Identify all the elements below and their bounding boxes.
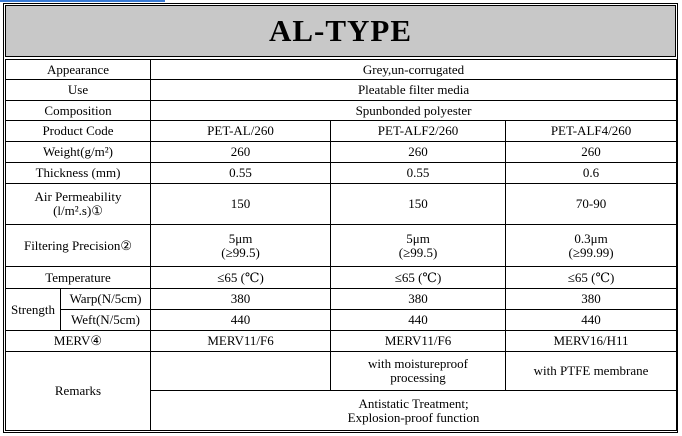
- remarks-cell: [151, 352, 331, 391]
- merv-cell: MERV11/F6: [151, 331, 331, 352]
- spec-table: [5, 59, 677, 431]
- weight-cell: 260: [151, 142, 331, 163]
- product-code-cell: PET-AL/260: [151, 121, 331, 142]
- table-row-use: [6, 80, 677, 101]
- temperature-cell: ≤65 (℃): [151, 267, 331, 289]
- air-permeability-cell: 150: [331, 184, 506, 225]
- air-permeability-label-line2: (l/m².s)①: [53, 203, 103, 218]
- table-row-thickness: [6, 163, 677, 184]
- temperature-cell: ≤65 (℃): [331, 267, 506, 289]
- precision-efficiency: (≥99.5): [221, 244, 260, 260]
- remarks-shared-cell: [151, 391, 677, 431]
- table-row-remarks: [6, 352, 677, 391]
- thickness-cell: 0.55: [151, 163, 331, 184]
- top-accent-line: [0, 0, 165, 2]
- weft-cell: 440: [506, 310, 677, 331]
- appearance-value: Grey,un-corrugated: [151, 60, 677, 80]
- filtering-precision-cell: [331, 225, 506, 267]
- table-row-merv: [6, 331, 677, 352]
- merv-cell: MERV16/H11: [506, 331, 677, 352]
- warp-cell: 380: [331, 289, 506, 310]
- warp-cell: 380: [506, 289, 677, 310]
- table-row-strength-warp: [6, 289, 677, 310]
- use-value: Pleatable filter media: [151, 80, 677, 101]
- row-label-temperature: Temperature: [6, 267, 151, 289]
- remarks-shared-line1: Antistatic Treatment;: [358, 395, 469, 411]
- row-label-strength: Strength: [6, 289, 61, 331]
- row-label-weight: Weight(g/m²): [6, 142, 151, 163]
- row-label-weft: Weft(N/5cm): [61, 310, 151, 331]
- row-label-thickness: Thickness (mm): [6, 163, 151, 184]
- filtering-precision-cell: [506, 225, 677, 267]
- sheet-title: AL-TYPE: [5, 5, 676, 57]
- table-row-filtering-precision: [6, 225, 677, 267]
- weight-cell: 260: [506, 142, 677, 163]
- table-row-strength-weft: [6, 310, 677, 331]
- weft-cell: 440: [151, 310, 331, 331]
- row-label-composition: Composition: [6, 101, 151, 121]
- table-row-product-code: [6, 121, 677, 142]
- row-label-appearance: Appearance: [6, 60, 151, 80]
- product-code-cell: PET-ALF2/260: [331, 121, 506, 142]
- remarks-cell: with moistureproof processing: [331, 352, 506, 391]
- thickness-cell: 0.55: [331, 163, 506, 184]
- weft-cell: 440: [331, 310, 506, 331]
- precision-size: 5μm: [406, 230, 430, 246]
- row-label-air-permeability: [6, 184, 151, 225]
- table-row-temperature: [6, 267, 677, 289]
- precision-size: 5μm: [228, 230, 253, 246]
- air-permeability-cell: 70-90: [506, 184, 677, 225]
- remarks-shared-line2: Explosion-proof function: [347, 409, 480, 425]
- air-permeability-label-line1: Air Permeability: [34, 189, 122, 204]
- merv-cell: MERV11/F6: [331, 331, 506, 352]
- product-code-cell: PET-ALF4/260: [506, 121, 677, 142]
- temperature-cell: ≤65 (℃): [506, 267, 677, 289]
- table-row-appearance: [6, 60, 677, 80]
- composition-value: Spunbonded polyester: [151, 101, 677, 121]
- row-label-product-code: Product Code: [6, 121, 151, 142]
- row-label-remarks: Remarks: [6, 352, 151, 431]
- precision-efficiency: (≥99.5): [398, 244, 438, 260]
- air-permeability-cell: 150: [151, 184, 331, 225]
- table-row-weight: [6, 142, 677, 163]
- warp-cell: 380: [151, 289, 331, 310]
- table-row-composition: [6, 101, 677, 121]
- thickness-cell: 0.6: [506, 163, 677, 184]
- filtering-precision-cell: [151, 225, 331, 267]
- precision-size: 0.3μm: [574, 230, 608, 246]
- table-row-air-permeability: [6, 184, 677, 225]
- precision-efficiency: (≥99.99): [568, 244, 614, 260]
- row-label-warp: Warp(N/5cm): [61, 289, 151, 310]
- row-label-merv: MERV④: [6, 331, 151, 352]
- weight-cell: 260: [331, 142, 506, 163]
- row-label-filtering-precision: Filtering Precision②: [6, 225, 151, 267]
- row-label-use: Use: [6, 80, 151, 101]
- remarks-cell: with PTFE membrane: [506, 352, 677, 391]
